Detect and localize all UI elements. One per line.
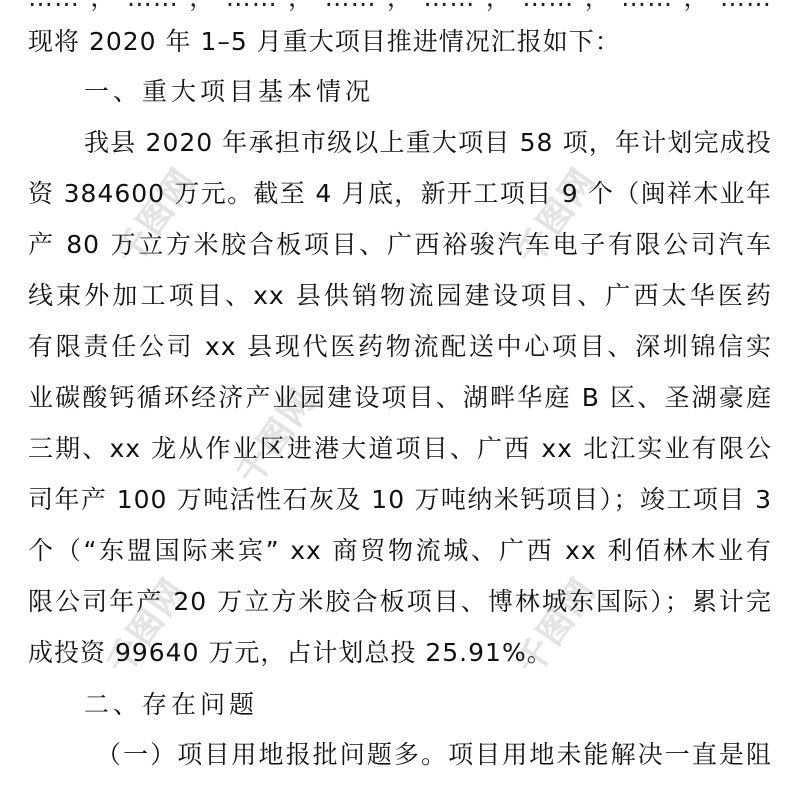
watermark: 千图网: [109, 160, 205, 273]
paragraph-line: 资 384600 万元。截至 4 月底，新开工项目 9 个（闽祥木业年: [28, 179, 772, 208]
section-heading-2: 二、存在问题: [84, 690, 259, 719]
watermark: 千图网: [99, 570, 195, 683]
paragraph-line: 产 80 万立方米胶合板项目、广西裕骏汽车电子有限公司汽车: [28, 230, 772, 259]
watermark: 千图网: [509, 160, 605, 273]
paragraph-line: 司年产 100 万吨活性石灰及 10 万吨纳米钙项目）；竣工项目 3: [28, 485, 772, 514]
watermark: 千图网: [509, 570, 605, 683]
paragraph-line: 我县 2020 年承担市级以上重大项目 58 项，年计划完成投: [84, 128, 772, 157]
paragraph-intro: 现将 2020 年 1–5 月重大项目推进情况汇报如下：: [28, 27, 621, 56]
subsection-line: （一）项目用地报批问题多。项目用地未能解决一直是阻: [96, 740, 772, 769]
paragraph-line: 三期、xx 龙从作业区进港大道项目、广西 xx 北江实业有限公: [28, 434, 772, 463]
section-heading-1: 一、重大项目基本情况: [84, 77, 375, 106]
paragraph-line: 线束外加工项目、xx 县供销物流园建设项目、广西太华医药: [28, 281, 772, 310]
paragraph-line: 成投资 99640 万元，占计划总投 25.91%。: [28, 638, 553, 667]
paragraph-line: 有限责任公司 xx 县现代医药物流配送中心项目、深圳锦信实: [28, 332, 772, 361]
watermark: 千图网: [229, 380, 325, 493]
paragraph-line: 业碳酸钙循环经济产业园建设项目、湖畔华庭 B 区、圣湖豪庭: [28, 383, 772, 412]
cut-off-top-line: [28, 0, 772, 18]
paragraph-line: 限公司年产 20 万立方米胶合板项目、博林城东国际）；累计完: [28, 587, 772, 616]
paragraph-line: 个（“东盟国际来宾” xx 商贸物流城、广西 xx 利佰林木业有: [28, 536, 772, 565]
